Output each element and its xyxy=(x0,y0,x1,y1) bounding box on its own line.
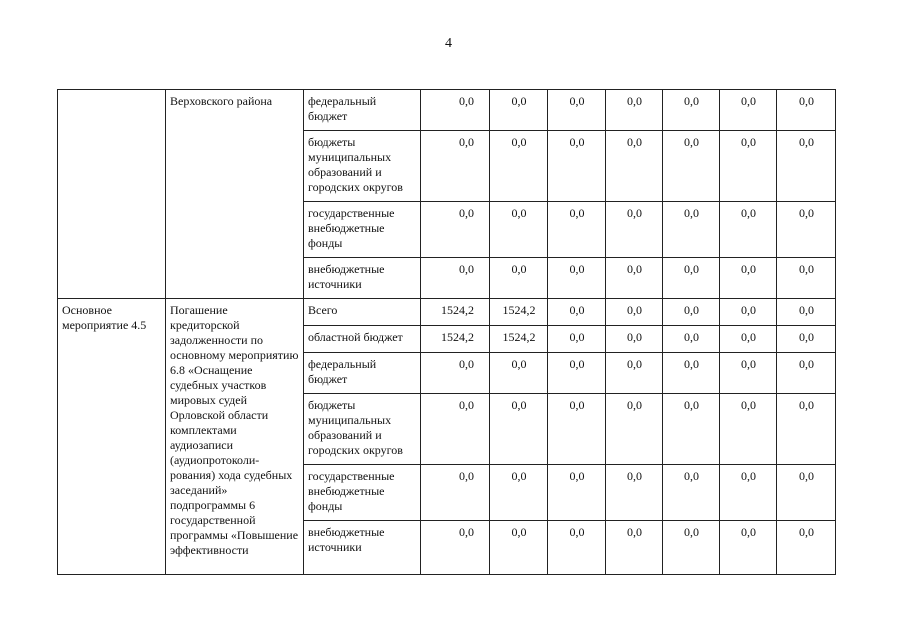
funding-source-cell: государственные внебюджетные фонды xyxy=(304,465,421,521)
value-cell: 0,0 xyxy=(720,521,777,575)
value-cell: 0,0 xyxy=(777,131,836,202)
value-cell: 0,0 xyxy=(777,394,836,465)
funding-source-cell: федеральный бюджет xyxy=(304,353,421,394)
value-cell: 0,0 xyxy=(777,326,836,353)
value-cell: 0,0 xyxy=(663,465,720,521)
value-cell: 0,0 xyxy=(421,521,490,575)
value-cell: 0,0 xyxy=(490,394,548,465)
value-cell: 0,0 xyxy=(720,326,777,353)
budget-table xyxy=(57,89,836,575)
value-cell: 0,0 xyxy=(548,131,606,202)
value-cell: 0,0 xyxy=(548,202,606,258)
value-cell: 0,0 xyxy=(606,465,663,521)
value-cell: 0,0 xyxy=(606,258,663,299)
value-cell: 0,0 xyxy=(777,353,836,394)
funding-source-cell: областной бюджет xyxy=(304,326,421,353)
funding-source-cell: Всего xyxy=(304,299,421,326)
value-cell: 0,0 xyxy=(606,326,663,353)
value-cell: 0,0 xyxy=(490,521,548,575)
value-cell: 0,0 xyxy=(421,394,490,465)
value-cell: 0,0 xyxy=(606,90,663,131)
value-cell: 0,0 xyxy=(663,353,720,394)
funding-source-cell: государственные внебюджетные фонды xyxy=(304,202,421,258)
value-cell: 0,0 xyxy=(606,394,663,465)
table-body xyxy=(58,90,836,575)
value-cell: 0,0 xyxy=(720,394,777,465)
value-cell: 0,0 xyxy=(777,90,836,131)
value-cell: 0,0 xyxy=(548,258,606,299)
value-cell: 1524,2 xyxy=(421,326,490,353)
value-cell: 0,0 xyxy=(421,353,490,394)
value-cell: 0,0 xyxy=(606,202,663,258)
value-cell: 0,0 xyxy=(720,202,777,258)
value-cell: 0,0 xyxy=(490,202,548,258)
value-cell: 0,0 xyxy=(720,90,777,131)
value-cell: 0,0 xyxy=(777,521,836,575)
value-cell: 0,0 xyxy=(720,131,777,202)
value-cell: 0,0 xyxy=(548,465,606,521)
value-cell: 0,0 xyxy=(421,90,490,131)
value-cell: 0,0 xyxy=(490,465,548,521)
table-row xyxy=(58,299,836,326)
value-cell: 0,0 xyxy=(548,521,606,575)
value-cell: 0,0 xyxy=(720,465,777,521)
value-cell: 0,0 xyxy=(548,394,606,465)
value-cell: 0,0 xyxy=(421,131,490,202)
value-cell: 0,0 xyxy=(606,299,663,326)
value-cell: 0,0 xyxy=(548,353,606,394)
value-cell: 0,0 xyxy=(490,353,548,394)
value-cell: 0,0 xyxy=(663,258,720,299)
description-cell: Погашение кредиторской задолженности по основному мероприятию 6.8 «Оснащение судебных участков мировых судей Орловской области комплектами аудиозаписи (аудиопротоколи-рования) хода судебных заседаний» подпрограммы 6 государственной программы «Повышение эффективности xyxy=(166,299,304,575)
value-cell: 1524,2 xyxy=(490,326,548,353)
value-cell: 0,0 xyxy=(421,258,490,299)
value-cell: 0,0 xyxy=(777,202,836,258)
value-cell: 0,0 xyxy=(663,131,720,202)
value-cell: 0,0 xyxy=(663,394,720,465)
value-cell: 0,0 xyxy=(720,299,777,326)
value-cell: 0,0 xyxy=(663,90,720,131)
value-cell: 0,0 xyxy=(548,326,606,353)
description-cell: Верховского района xyxy=(166,90,304,299)
funding-source-cell: бюджеты муниципальных образований и городских округов xyxy=(304,394,421,465)
value-cell: 1524,2 xyxy=(421,299,490,326)
measure-cell: Основное мероприятие 4.5 xyxy=(58,299,166,575)
value-cell: 0,0 xyxy=(606,131,663,202)
value-cell: 0,0 xyxy=(606,353,663,394)
value-cell: 0,0 xyxy=(548,299,606,326)
value-cell: 0,0 xyxy=(720,353,777,394)
value-cell: 0,0 xyxy=(548,90,606,131)
page-number: 4 xyxy=(445,36,452,51)
funding-source-cell: внебюджетные источники xyxy=(304,521,421,575)
value-cell: 0,0 xyxy=(663,299,720,326)
funding-source-cell: федеральный бюджет xyxy=(304,90,421,131)
funding-source-cell: внебюджетные источники xyxy=(304,258,421,299)
value-cell: 0,0 xyxy=(777,258,836,299)
value-cell: 0,0 xyxy=(720,258,777,299)
value-cell: 1524,2 xyxy=(490,299,548,326)
value-cell: 0,0 xyxy=(663,326,720,353)
table-row xyxy=(58,90,836,131)
funding-source-cell: бюджеты муниципальных образований и городских округов xyxy=(304,131,421,202)
value-cell: 0,0 xyxy=(606,521,663,575)
value-cell: 0,0 xyxy=(490,90,548,131)
measure-cell xyxy=(58,90,166,299)
value-cell: 0,0 xyxy=(421,465,490,521)
value-cell: 0,0 xyxy=(777,299,836,326)
value-cell: 0,0 xyxy=(421,202,490,258)
value-cell: 0,0 xyxy=(663,202,720,258)
value-cell: 0,0 xyxy=(663,521,720,575)
value-cell: 0,0 xyxy=(490,258,548,299)
value-cell: 0,0 xyxy=(777,465,836,521)
value-cell: 0,0 xyxy=(490,131,548,202)
